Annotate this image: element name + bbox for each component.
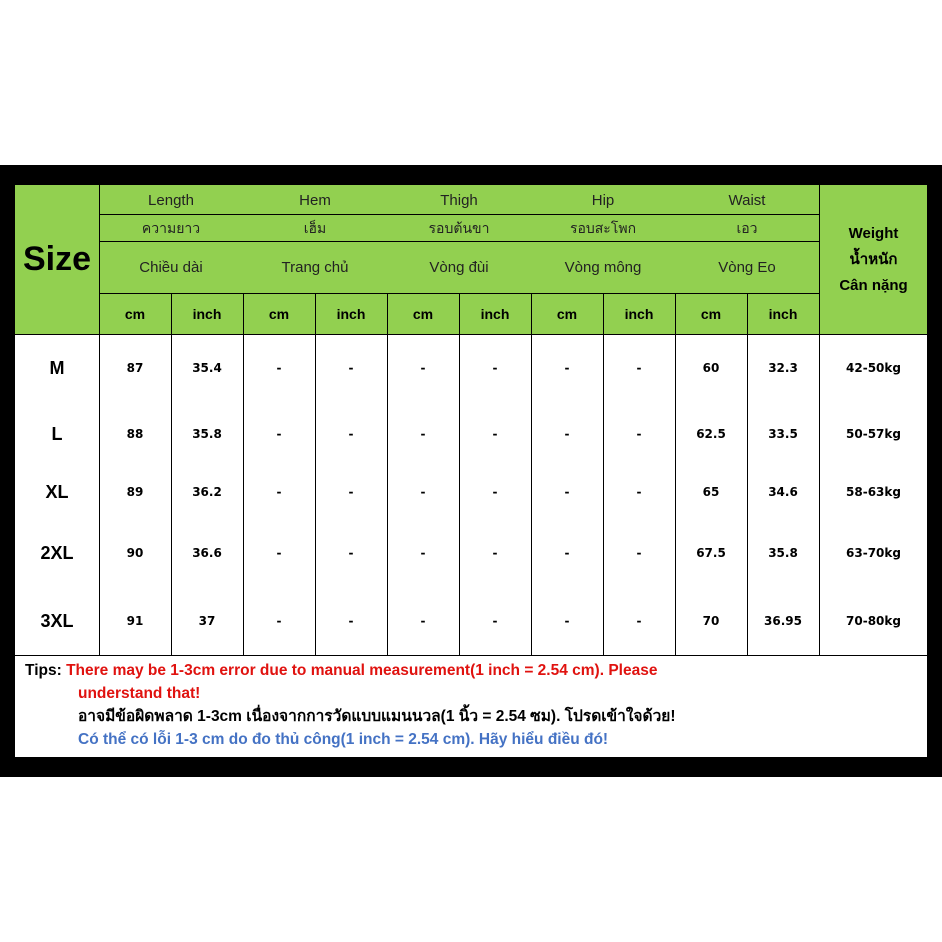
unit-header: cm	[700, 305, 722, 322]
weight-cell: 42-50kg	[846, 361, 901, 375]
size-header: Size	[22, 240, 92, 278]
group-header-th: ความยาว	[141, 219, 201, 236]
group-header-en: Hip	[591, 191, 615, 209]
table-cell: 88	[126, 427, 144, 441]
table-cell: -	[636, 361, 642, 375]
table-cell: -	[564, 485, 570, 499]
table-cell: 35.4	[192, 361, 222, 375]
table-cell: -	[636, 546, 642, 560]
weight-cell: 58-63kg	[846, 485, 901, 499]
column-rule	[603, 293, 604, 655]
column-rule	[819, 293, 820, 655]
unit-header: inch	[768, 305, 798, 322]
column-rule	[387, 293, 388, 655]
group-header-en: Length	[148, 191, 194, 209]
group-header-vi: Trang chủ	[281, 259, 349, 276]
table-cell: 36.95	[764, 614, 802, 628]
table-cell: -	[348, 361, 354, 375]
header-rule	[15, 334, 927, 335]
unit-header: inch	[192, 305, 222, 322]
table-cell: 34.6	[768, 485, 798, 499]
unit-header: inch	[624, 305, 654, 322]
table-cell: -	[636, 614, 642, 628]
table-cell: 90	[126, 546, 144, 560]
size-label: XL	[45, 481, 69, 502]
group-header-vi: Vòng đùi	[429, 259, 489, 276]
table-cell: -	[348, 427, 354, 441]
table-cell: -	[420, 427, 426, 441]
table-cell: -	[276, 546, 282, 560]
tips-thai: อาจมีข้อผิดพลาด 1-3cm เนื่องจากการวัดแบบแมนนวล(1 นิ้ว = 2.54 ซม). โปรดเข้าใจด้วย!	[78, 708, 676, 725]
weight-cell: 50-57kg	[846, 427, 901, 441]
group-header-vi: Vòng Eo	[718, 259, 776, 276]
size-label: L	[51, 423, 63, 444]
unit-header: cm	[124, 305, 146, 322]
unit-header: inch	[336, 305, 366, 322]
column-rule	[531, 293, 532, 655]
tips-english-continued: understand that!	[78, 685, 201, 702]
table-cell: 70	[702, 614, 720, 628]
table-cell: 60	[702, 361, 720, 375]
weight-header-vi: Cân nặng	[839, 276, 908, 294]
column-rule	[459, 293, 460, 655]
table-cell: 89	[126, 485, 144, 499]
table-cell: -	[420, 614, 426, 628]
tips-vietnamese: Có thể có lỗi 1-3 cm do đo thủ công(1 inch = 2.54 cm). Hãy hiểu điều đó!	[78, 731, 609, 748]
column-rule	[315, 293, 316, 655]
table-cell: -	[276, 427, 282, 441]
group-header-vi: Vòng mông	[564, 259, 642, 276]
table-cell: -	[636, 427, 642, 441]
header-rule	[99, 214, 819, 215]
table-cell: -	[420, 361, 426, 375]
group-header-th: รอบต้นขา	[428, 219, 490, 236]
group-header-th: เอว	[736, 219, 758, 236]
unit-header: cm	[412, 305, 434, 322]
table-cell: 35.8	[192, 427, 222, 441]
column-rule	[819, 185, 820, 293]
table-cell: 32.3	[768, 361, 798, 375]
table-bottom-rule	[15, 655, 927, 656]
size-label: M	[49, 357, 65, 378]
table-cell: 67.5	[696, 546, 726, 560]
weight-cell: 63-70kg	[846, 546, 901, 560]
size-label: 3XL	[40, 610, 74, 631]
table-cell: -	[492, 614, 498, 628]
table-cell: -	[564, 546, 570, 560]
tips-english: There may be 1-3cm error due to manual measurement(1 inch = 2.54 cm). Please	[66, 662, 658, 679]
table-cell: -	[348, 546, 354, 560]
table-cell: -	[564, 361, 570, 375]
table-cell: 33.5	[768, 427, 798, 441]
table-cell: 36.6	[192, 546, 222, 560]
table-cell: -	[420, 485, 426, 499]
table-cell: 62.5	[696, 427, 726, 441]
unit-header: cm	[268, 305, 290, 322]
table-cell: -	[348, 485, 354, 499]
table-cell: -	[276, 361, 282, 375]
table-cell: 36.2	[192, 485, 222, 499]
table-cell: -	[348, 614, 354, 628]
table-cell: -	[492, 485, 498, 499]
group-header-th: เฮ็ม	[303, 219, 327, 236]
table-cell: 35.8	[768, 546, 798, 560]
column-rule	[99, 185, 100, 655]
tips-label: Tips:	[25, 662, 62, 679]
weight-header-th: น้ำหนัก	[849, 250, 898, 268]
table-cell: -	[492, 546, 498, 560]
unit-header: inch	[480, 305, 510, 322]
table-cell: -	[564, 427, 570, 441]
table-cell: -	[492, 427, 498, 441]
size-label: 2XL	[40, 542, 74, 563]
table-cell: 37	[198, 614, 216, 628]
weight-header	[820, 185, 927, 334]
group-header-en: Waist	[728, 191, 766, 209]
header-rule	[99, 241, 819, 242]
tips-note	[25, 659, 915, 751]
table-cell: -	[636, 485, 642, 499]
column-rule	[675, 293, 676, 655]
table-cell: 65	[702, 485, 720, 499]
group-header-th: รอบสะโพก	[569, 219, 637, 236]
table-cell: -	[420, 546, 426, 560]
column-rule	[171, 293, 172, 655]
weight-cell: 70-80kg	[846, 614, 901, 628]
table-cell: -	[564, 614, 570, 628]
group-header-vi: Chiều dài	[139, 259, 203, 276]
table-cell: 87	[126, 361, 144, 375]
size-chart-panel	[15, 185, 927, 757]
column-rule	[243, 293, 244, 655]
table-cell: -	[492, 361, 498, 375]
table-cell: -	[276, 485, 282, 499]
column-rule	[747, 293, 748, 655]
table-cell: -	[276, 614, 282, 628]
group-header-en: Thigh	[440, 191, 478, 209]
weight-header-en: Weight	[848, 224, 899, 242]
group-header-en: Hem	[299, 191, 331, 209]
unit-header: cm	[556, 305, 578, 322]
table-cell: 91	[126, 614, 144, 628]
